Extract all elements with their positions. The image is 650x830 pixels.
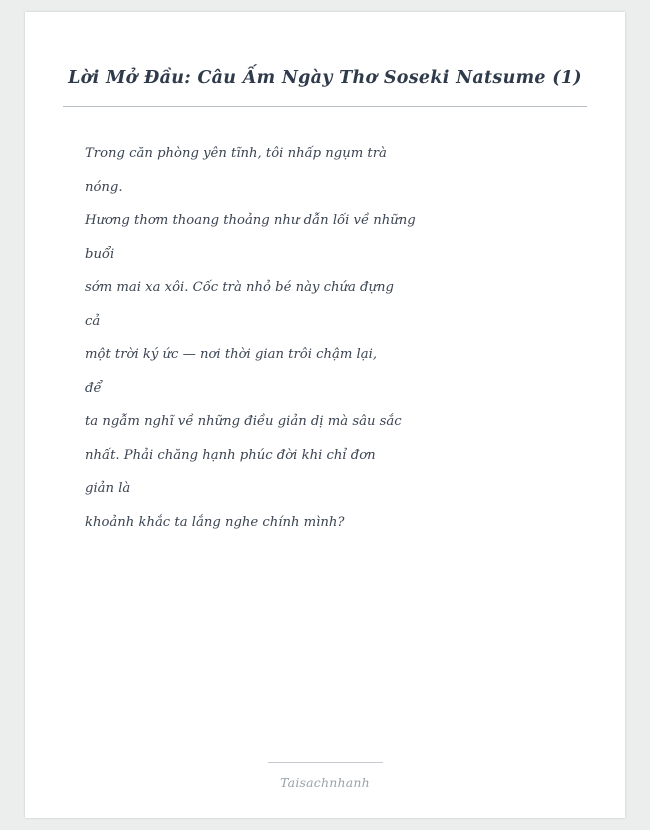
- body-line: Hương thơm thoang thoảng như dẫn lối về những: [85, 213, 416, 228]
- body-line: nhất. Phải chăng hạnh phúc đời khi chỉ đơn: [85, 447, 376, 463]
- page-title: Lời Mở Đầu: Câu Ấm Ngày Thơ Soseki Natsume (1): [68, 68, 582, 88]
- footer-divider: [268, 762, 383, 763]
- body-line: khoảnh khắc ta lắng nghe chính mình?: [85, 514, 345, 530]
- body-line: giản là: [85, 481, 131, 496]
- body-line: Trong căn phòng yên tĩnh, tôi nhấp ngụm trà: [85, 146, 387, 161]
- body-line: ta ngẫm nghĩ về những điều giản dị mà sâu sắc: [85, 414, 402, 429]
- document-body: [60, 137, 590, 539]
- footer-watermark: Taisachnhanh: [280, 775, 370, 790]
- body-line: sớm mai xa xôi. Cốc trà nhỏ bé này chứa đựng: [85, 280, 394, 295]
- title-divider: [63, 106, 587, 107]
- page-content: [25, 12, 625, 818]
- document-page: [25, 12, 625, 818]
- body-line: để: [85, 380, 102, 396]
- page-footer: [25, 762, 625, 790]
- body-line: một trời ký ức — nơi thời gian trôi chậm lại,: [85, 347, 378, 362]
- body-line: nóng.: [85, 179, 123, 195]
- body-line: cả: [85, 313, 101, 329]
- body-line: buổi: [85, 246, 115, 262]
